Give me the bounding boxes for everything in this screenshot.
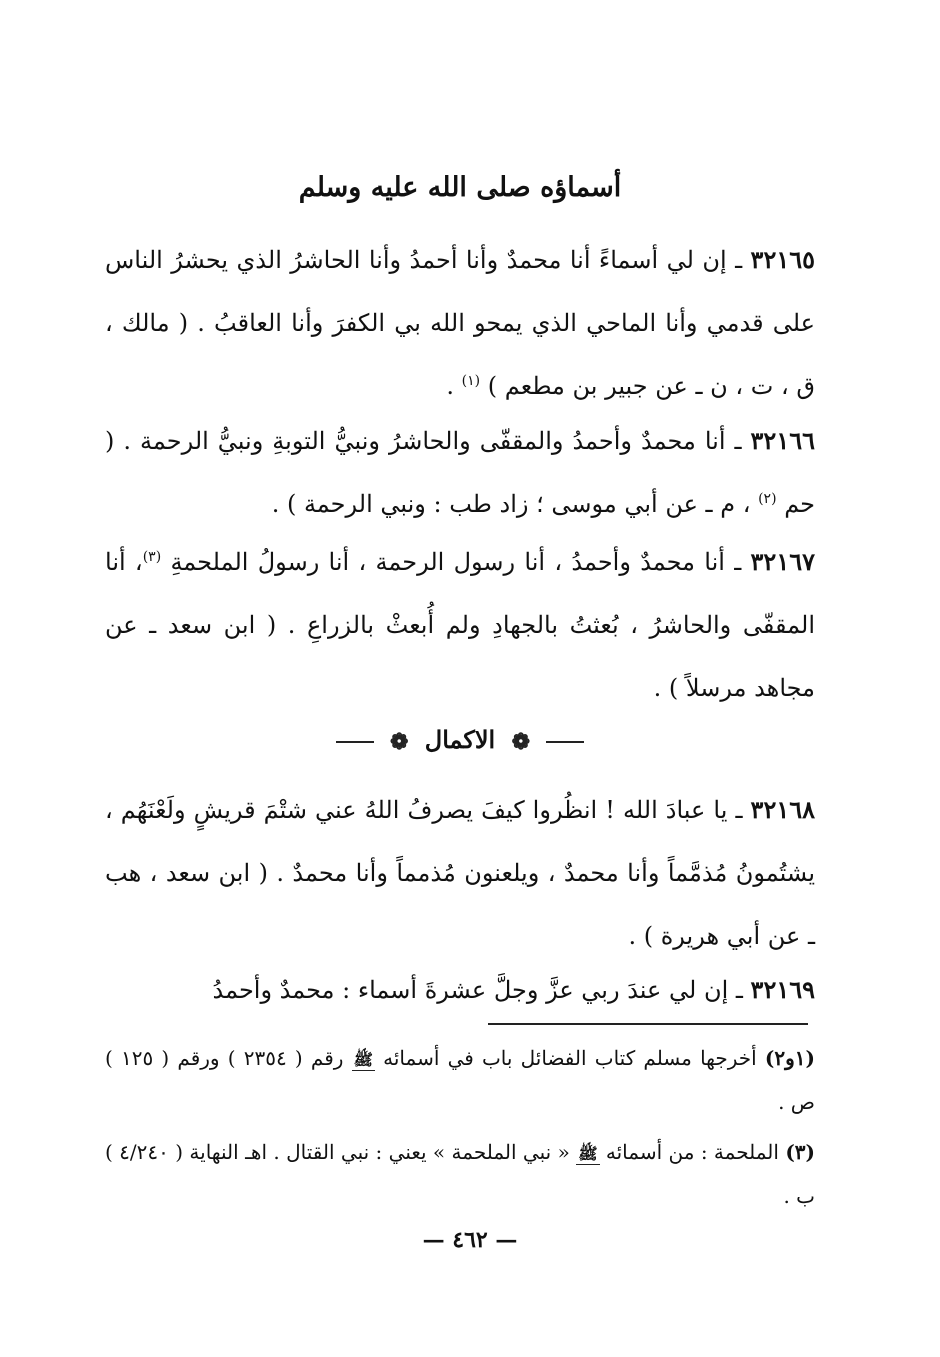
page-number: — ٤٦٢ —	[422, 1227, 518, 1253]
ornament-line-left	[336, 741, 374, 743]
hadith-text: ـ يا عبادَ الله ! انظُروا كيفَ يصرفُ اللهُ عني شتْمَ قريشٍ ولَعْنَهُم ، يشتُمونُ مُذمَّماً وأنا محمدٌ ، ويلعنون مُذمماً وأنا محمدٌ . ( ابن سعد ، هب ـ عن أبي هريرة ) .	[105, 796, 815, 950]
hadith-32165	[105, 228, 815, 418]
hadith-text: ـ أنا محمدٌ وأحمدُ والمقفّى والحاشرُ ونبيُّ التوبةِ ونبيُّ الرحمة . ( حم	[105, 427, 815, 518]
footnote-label: (١و٢)	[764, 1046, 816, 1070]
footnote-reference: (٢)	[758, 491, 777, 507]
footnote-label: (٣)	[785, 1140, 816, 1164]
hadith-number: ٣٢١٦٥	[750, 245, 815, 274]
footnote-reference: (٣)	[142, 549, 162, 565]
hadith-number: ٣٢١٦٧	[750, 547, 815, 576]
ornament-icon: ❁	[511, 728, 530, 755]
footnote-text-end: رقم ( ٢٣٥٤ ) ورقم ( ١٢٥ ) ص .	[105, 1046, 815, 1114]
footnote-text-end: « نبي الملحمة » يعني : نبي القتال . اهـ النهاية ( ٤/٢٤٠ ) ب .	[105, 1140, 815, 1208]
salla-allah-icon: ﷺ	[353, 1050, 373, 1069]
salla-allah-icon: ﷺ	[578, 1144, 598, 1163]
section-title: أسماؤه صلى الله عليه وسلم	[298, 172, 622, 203]
footnote-text: الملحمة : من أسمائه	[605, 1140, 779, 1164]
ornament-line-right	[546, 741, 584, 743]
footnote-3	[105, 1130, 815, 1218]
footnote-divider	[488, 1023, 808, 1025]
footnote-1-2	[105, 1036, 815, 1124]
hadith-text-end: ، م ـ عن أبي موسى ؛ زاد طب : ونبي الرحمة ) .	[271, 490, 759, 518]
hadith-32169	[105, 958, 815, 1022]
hadith-32167	[105, 530, 815, 720]
hadith-text: ـ إن لي عندَ ربي عزَّ وجلَّ عشرةَ أسماء : محمدٌ وأحمدُ	[212, 976, 743, 1004]
footnote-text: أخرجها مسلم كتاب الفضائل باب في أسمائه	[383, 1046, 757, 1070]
subsection-label: الاكمال	[424, 725, 496, 754]
subsection-title	[105, 718, 815, 764]
hadith-text: ـ إن لي أسماءً أنا محمدٌ وأنا أحمدُ وأنا الحاشرُ الذي يحشرُ الناس على قدمي وأنا الماحي الذي يمحو الله بي الكفرَ وأنا العاقبُ . ( مالك ، ق ، ت ، ن ـ عن جبير بن مطعم )	[105, 246, 815, 400]
footnote-reference: (١)	[461, 373, 481, 389]
hadith-32166	[105, 409, 815, 536]
hadith-text-end: ، أنا المقفّى والحاشرُ ، بُعثتُ بالجهادِ ولم أُبعثْ بالزراعِ . ( ابن سعد ـ عن مجاهد مرسلاً ) .	[105, 548, 815, 702]
hadith-32168	[105, 778, 815, 968]
ornament-icon: ❁	[390, 728, 409, 755]
hadith-text: ـ أنا محمدٌ وأحمدُ ، أنا رسول الرحمة ، أنا رسولُ الملحمةِ	[170, 548, 742, 576]
footnotes	[105, 1036, 815, 1224]
hadith-text-end: .	[446, 372, 462, 400]
hadith-number: ٣٢١٦٦	[750, 426, 815, 455]
hadith-number: ٣٢١٦٩	[750, 975, 815, 1004]
hadith-number: ٣٢١٦٨	[750, 795, 815, 824]
